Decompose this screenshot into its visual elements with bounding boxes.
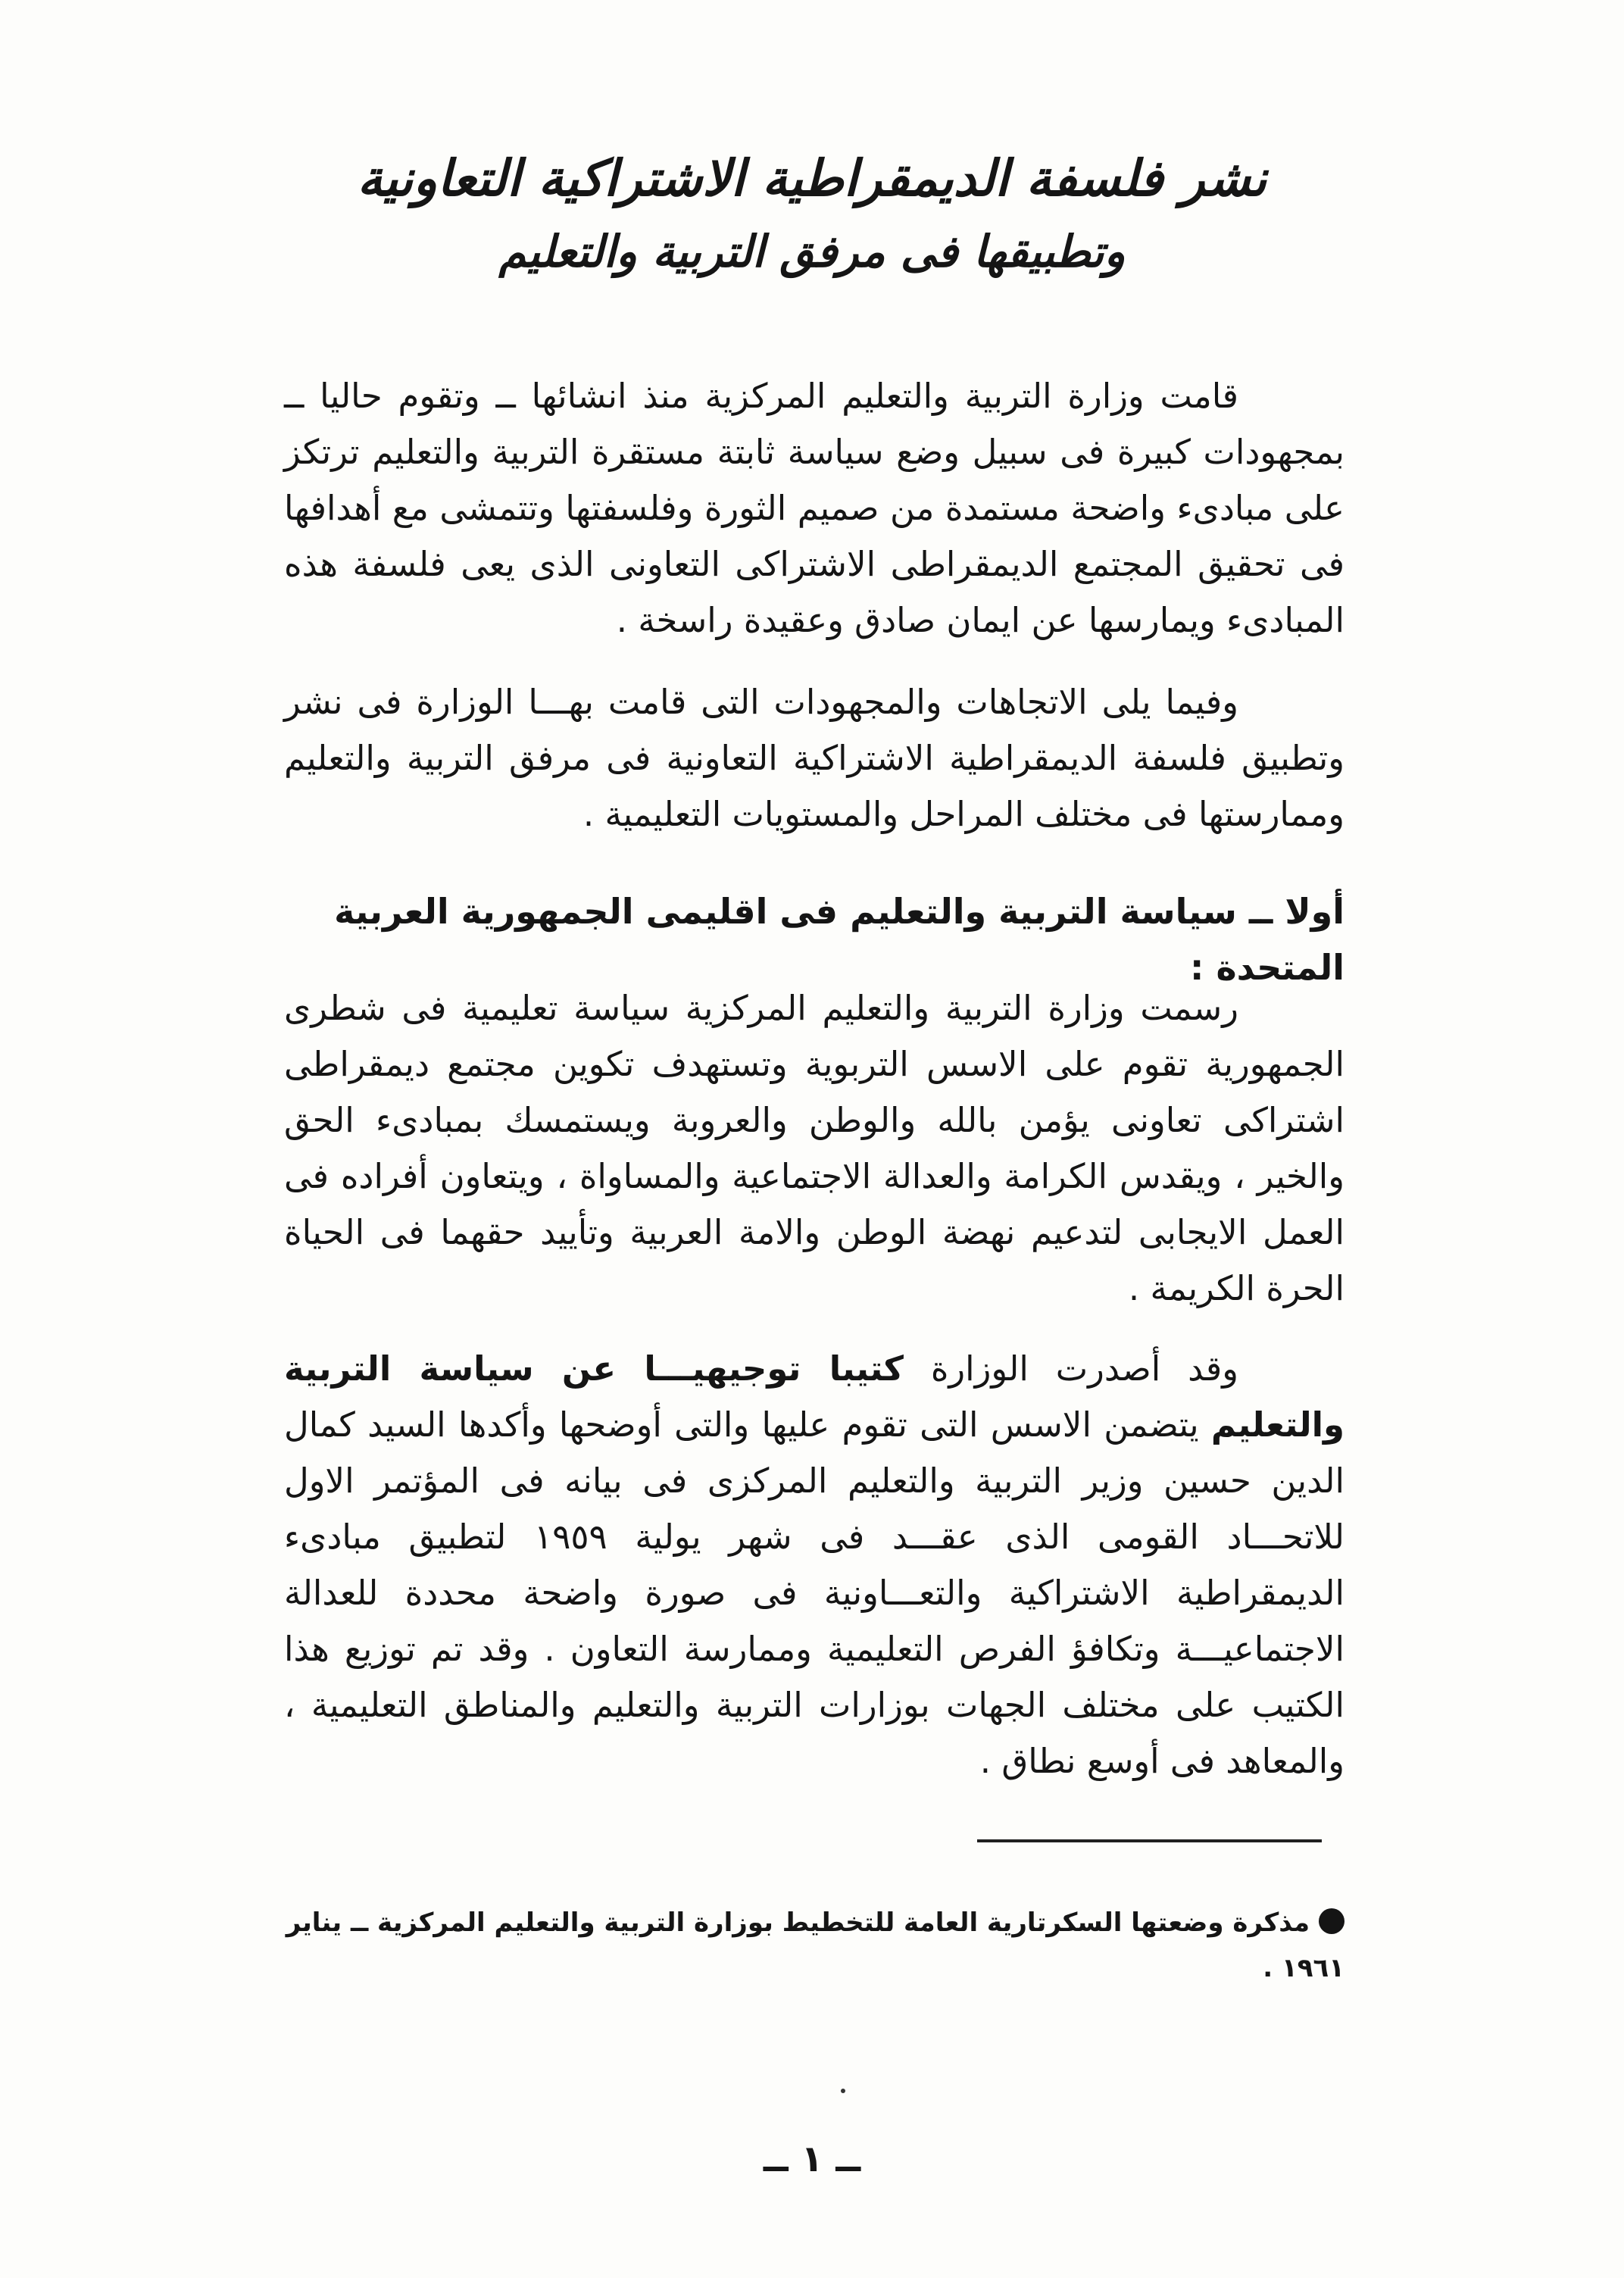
paragraph-4-rest: يتضمن الاسس التى تقوم عليها والتى أوضحها وأكدها السيد كمال الدين حسين وزير التربية والتعليم المركزى فى بيانه فى المؤتمر الاول للاتحـــاد القومى الذى عقـــد فى شهر يولية ١٩٥٩ لتطبيق مبادىء الديمقراطية الاشتراكية والتعـــاونية فى صورة واضحة محددة للعدالة الاجتماعيـــة وتكافؤ الفرص التعليمية وممارسة التعاون . وقد تم توزيع هذا الكتيب على مختلف الجهات بوزارات التربية والتعليم والمناطق التعليمية ، والمعاهد فى أوسع نطاق . (284, 1405, 1344, 1781)
paragraph-3: رسمت وزارة التربية والتعليم المركزية سياسة تعليمية فى شطرى الجمهورية تقوم على الاسس التربوية وتستهدف تكوين مجتمع ديمقراطى اشتراكى تعاونى يؤمن بالله والوطن والعروبة ويستمسك بمبادىء الحق والخير ، ويقدس الكرامة والعدالة الاجتماعية والمساواة ، ويتعاون أفراده فى العمل الايجابى لتدعيم نهضة الوطن والامة العربية وتأييد حقهما فى الحياة الحرة الكريمة . (284, 988, 1344, 1308)
document-title-line-2: وتطبيقها فى مرفق التربية والتعليم (498, 226, 1126, 277)
paragraph-4 (284, 1341, 1344, 1789)
paragraph-1: قامت وزارة التربية والتعليم المركزية منذ انشائها ــ وتقوم حاليا ــ بمجهودات كبيرة فى سبيل وضع سياسة ثابتة مستقرة التربية والتعليم ترتكز على مبادىء واضحة مستمدة من صميم الثورة وفلسفتها وتتمشى مع أهدافها فى تحقيق المجتمع الديمقراطى الاشتراكى التعاونى الذى يعى فلسفة هذه المبادىء ويمارسها عن ايمان صادق وعقيدة راسخة . (284, 376, 1344, 640)
paragraph-4-emphasis: كتيبا توجيهيـــا عن سياسة التربية والتعليم (284, 1348, 1344, 1445)
footnote-bullet-icon (1319, 1908, 1344, 1934)
page-number: ــ ١ ــ (763, 2138, 861, 2180)
footnote-divider (977, 1839, 1322, 1842)
paragraph-4-lead: وقد أصدرت الوزارة (903, 1348, 1238, 1389)
paragraph-2: وفيما يلى الاتجاهات والمجهودات التى قامت بهـــا الوزارة فى نشر وتطبيق فلسفة الديمقراطية الاشتراكية التعاونية فى مرفق التربية والتعليم وممارستها فى مختلف المراحل والمستويات التعليمية . (284, 682, 1344, 834)
scan-speck (841, 2089, 845, 2093)
section-heading: أولا ــ سياسة التربية والتعليم فى اقليمى الجمهورية العربية المتحدة : (334, 891, 1344, 988)
footnote-text: مذكرة وضعتها السكرتارية العامة للتخطيط بوزارة التربية والتعليم المركزية ــ يناير ١٩٦١ . (286, 1908, 1344, 1983)
document-title-line-1: نشر فلسفة الديمقراطية الاشتراكية التعاونية (357, 148, 1267, 208)
footnote (284, 1900, 1344, 1991)
